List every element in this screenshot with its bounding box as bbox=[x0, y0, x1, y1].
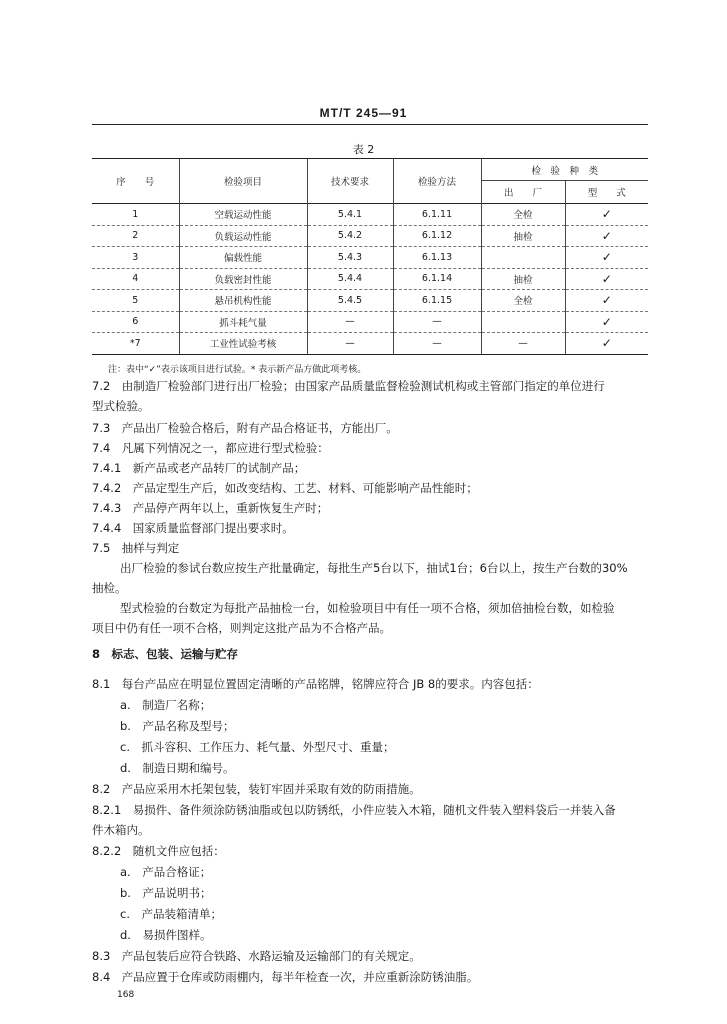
table-row: 6 抓斗耗气量 — — ✓ bbox=[92, 311, 648, 333]
list-item: d. 制造日期和编号。 bbox=[120, 761, 235, 775]
section-8-heading: 8 标志、包装、运输与贮存 bbox=[92, 647, 239, 661]
clause-7-4-2: 7.4.2 产品定型生产后，如改变结构、工艺、材料、可能影响产品性能时； bbox=[92, 481, 478, 495]
col-seq: 序 号 bbox=[116, 177, 155, 188]
clause-8-4: 8.4 产品应置于仓库或防雨棚内，每半年检查一次，并应重新涂防锈油脂。 bbox=[92, 970, 479, 984]
col-type: 型 式 bbox=[565, 181, 648, 204]
col-method: 检验方法 bbox=[393, 159, 481, 204]
clause-7-5-para2-cont: 项目中仍有任一项不合格，则判定这批产品为不合格产品。 bbox=[92, 621, 391, 635]
table-note: 注：表中“✓”表示该项目进行试验。* 表示新产品方做此项考核。 bbox=[108, 365, 367, 375]
clause-7-2-cont: 型式检验。 bbox=[92, 399, 150, 413]
clause-7-4-1: 7.4.1 新产品或老产品转厂的试制产品； bbox=[92, 461, 306, 475]
table-row: 4 负载密封性能 5.4.4 6.1.14 抽检 ✓ bbox=[92, 268, 648, 290]
header-rule bbox=[92, 124, 648, 125]
clause-8-2-1: 8.2.1 易损件、备件须涂防锈油脂或包以防锈纸，小件应装入木箱，随机文件装入塑料袋后一并装入备 bbox=[92, 803, 616, 817]
clause-7-5-para1-cont: 抽检。 bbox=[92, 581, 127, 595]
clause-8-2: 8.2 产品应采用木托架包装，装钉牢固并采取有效的防雨措施。 bbox=[92, 782, 421, 796]
table-row: 2 负载运动性能 5.4.2 6.1.12 抽检 ✓ bbox=[92, 225, 648, 247]
clause-8-2-1-cont: 件木箱内。 bbox=[92, 823, 150, 837]
clause-7-2: 7.2 由制造厂检验部门进行出厂检验；由国家产品质量监督检验测试机构或主管部门指定的单位进行 bbox=[92, 379, 605, 393]
col-tech: 技术要求 bbox=[307, 159, 393, 204]
clause-7-3: 7.3 产品出厂检验合格后，附有产品合格证书，方能出厂。 bbox=[92, 421, 398, 435]
clause-7-5-para1: 出厂检验的参试台数应按生产批量确定，每批生产5台以下，抽试1台；6台以上，按生产台数的30% bbox=[120, 561, 628, 575]
table-row: *7 工业性试验考核 — — — ✓ bbox=[92, 333, 648, 355]
list-item: b. 产品名称及型号； bbox=[120, 719, 235, 733]
page-number: 168 bbox=[117, 990, 135, 1000]
clause-7-5: 7.5 抽样与判定 bbox=[92, 541, 180, 555]
col-factory: 出 厂 bbox=[481, 181, 565, 204]
table-row: 3 偏载性能 5.4.3 6.1.13 ✓ bbox=[92, 247, 648, 269]
clause-7-4-3: 7.4.3 产品停产两年以上，重新恢复生产时； bbox=[92, 501, 329, 515]
list-item: a. 制造厂名称； bbox=[120, 698, 212, 712]
list-item: c. 抓斗容积、工作压力、耗气量、外型尺寸、重量； bbox=[120, 740, 395, 754]
clause-8-2-2: 8.2.2 随机文件应包括： bbox=[92, 844, 225, 858]
list-item: d. 易损件图样。 bbox=[120, 928, 212, 942]
list-item: c. 产品装箱清单； bbox=[120, 907, 222, 921]
list-item: b. 产品说明书； bbox=[120, 886, 212, 900]
clause-8-3: 8.3 产品包装后应符合铁路、水路运输及运输部门的有关规定。 bbox=[92, 949, 421, 963]
clause-7-4: 7.4 凡属下列情况之一，都应进行型式检验： bbox=[92, 441, 329, 455]
clause-8-1: 8.1 每台产品应在明显位置固定清晰的产品铭牌，铭牌应符合 JB 8的要求。内容包括： bbox=[92, 677, 539, 691]
inspection-table bbox=[92, 158, 648, 355]
standard-code: MT/T 245—91 bbox=[319, 106, 408, 120]
table-row: 1 空载运动性能 5.4.1 6.1.11 全检 ✓ bbox=[92, 204, 648, 226]
col-kind: 检 验 种 类 bbox=[481, 159, 648, 181]
list-item: a. 产品合格证； bbox=[120, 865, 212, 879]
col-item: 检验项目 bbox=[179, 159, 307, 204]
clause-7-4-4: 7.4.4 国家质量监督部门提出要求时。 bbox=[92, 521, 294, 535]
table-row: 5 悬吊机构性能 5.4.5 6.1.15 全检 ✓ bbox=[92, 290, 648, 312]
table-title: 表 2 bbox=[352, 143, 375, 156]
clause-7-5-para2: 型式检验的台数定为每批产品抽检一台，如检验项目中有任一项不合格，须加倍抽检台数，如检验 bbox=[120, 601, 615, 615]
